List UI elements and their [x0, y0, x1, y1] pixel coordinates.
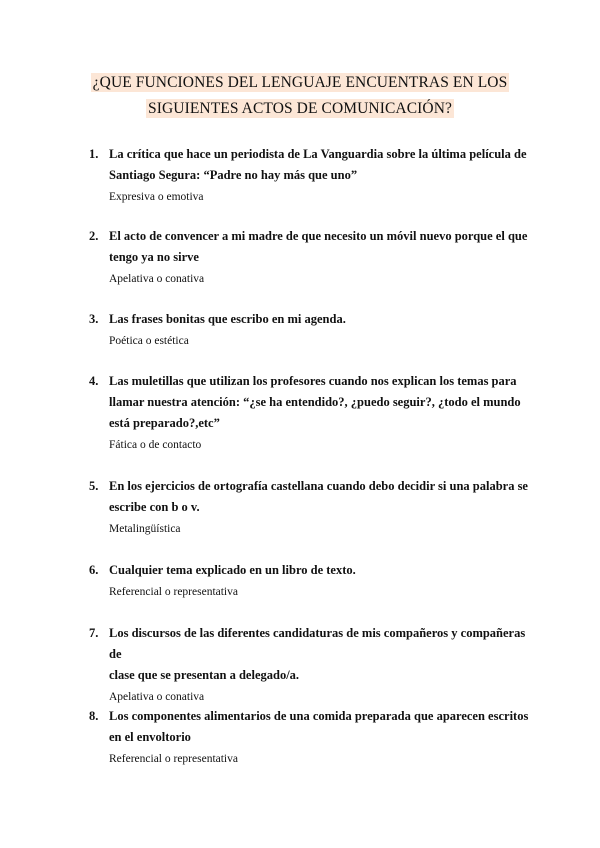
- question-line: tengo ya no sirve: [109, 250, 199, 264]
- title-line-1: ¿QUE FUNCIONES DEL LENGUAJE ENCUENTRAS EN LOS: [92, 74, 508, 91]
- question-item-8: [89, 706, 529, 768]
- answer-text: Apelativa o conativa: [109, 273, 205, 285]
- answer-text: Referencial o representativa: [109, 753, 238, 765]
- answer-text: Referencial o representativa: [109, 586, 238, 598]
- question-number: 6.: [89, 563, 99, 577]
- question-line: Los discursos de las diferentes candidaturas de mis compañeros y compañeras de: [109, 626, 526, 661]
- question-line: El acto de convencer a mi madre de que necesito un móvil nuevo porque el que: [109, 229, 528, 243]
- question-number: 1.: [89, 147, 99, 161]
- question-number: 4.: [89, 374, 99, 388]
- question-number: 7.: [89, 626, 99, 640]
- question-line: en el envoltorio: [109, 730, 191, 744]
- question-line: Las frases bonitas que escribo en mi agenda.: [109, 312, 346, 326]
- question-number: 3.: [89, 312, 99, 326]
- answer-text: Metalingüística: [109, 523, 181, 535]
- question-line: clase que se presentan a delegado/a.: [109, 668, 300, 682]
- answer-text: Poética o estética: [109, 335, 189, 347]
- question-number: 2.: [89, 229, 99, 243]
- question-item-2: [89, 226, 529, 288]
- question-line: llamar nuestra atención: “¿se ha entendido?, ¿puedo seguir?, ¿todo el mundo: [109, 395, 521, 409]
- question-line: La crítica que hace un periodista de La Vanguardia sobre la última película de: [109, 147, 527, 161]
- question-text: [109, 476, 529, 518]
- question-text: [109, 560, 529, 581]
- question-item-1: [89, 144, 529, 206]
- question-line: está preparado?,etc”: [109, 416, 220, 430]
- question-line: En los ejercicios de ortografía castellana cuando debo decidir si una palabra se: [109, 479, 528, 493]
- question-number: 8.: [89, 709, 99, 723]
- document-title: [0, 70, 600, 122]
- question-line: Los componentes alimentarios de una comida preparada que aparecen escritos: [109, 709, 529, 723]
- question-text: [109, 623, 529, 686]
- question-line: escribe con b o v.: [109, 500, 200, 514]
- question-text: [109, 144, 529, 186]
- question-text: [109, 309, 529, 330]
- question-text: [109, 371, 529, 434]
- answer-text: Fática o de contacto: [109, 439, 202, 451]
- question-item-7: [89, 623, 529, 706]
- question-item-5: [89, 476, 529, 538]
- question-line: Santiago Segura: “Padre no hay más que uno”: [109, 168, 358, 182]
- question-number: 5.: [89, 479, 99, 493]
- question-item-4: [89, 371, 529, 454]
- question-item-3: [89, 309, 529, 350]
- question-text: [109, 706, 529, 748]
- question-line: Las muletillas que utilizan los profesores cuando nos explican los temas para: [109, 374, 517, 388]
- question-item-6: [89, 560, 529, 601]
- question-text: [109, 226, 529, 268]
- answer-text: Apelativa o conativa: [109, 691, 205, 703]
- title-line-2: SIGUIENTES ACTOS DE COMUNICACIÓN?: [148, 100, 452, 117]
- answer-text: Expresiva o emotiva: [109, 191, 204, 203]
- question-line: Cualquier tema explicado en un libro de texto.: [109, 563, 356, 577]
